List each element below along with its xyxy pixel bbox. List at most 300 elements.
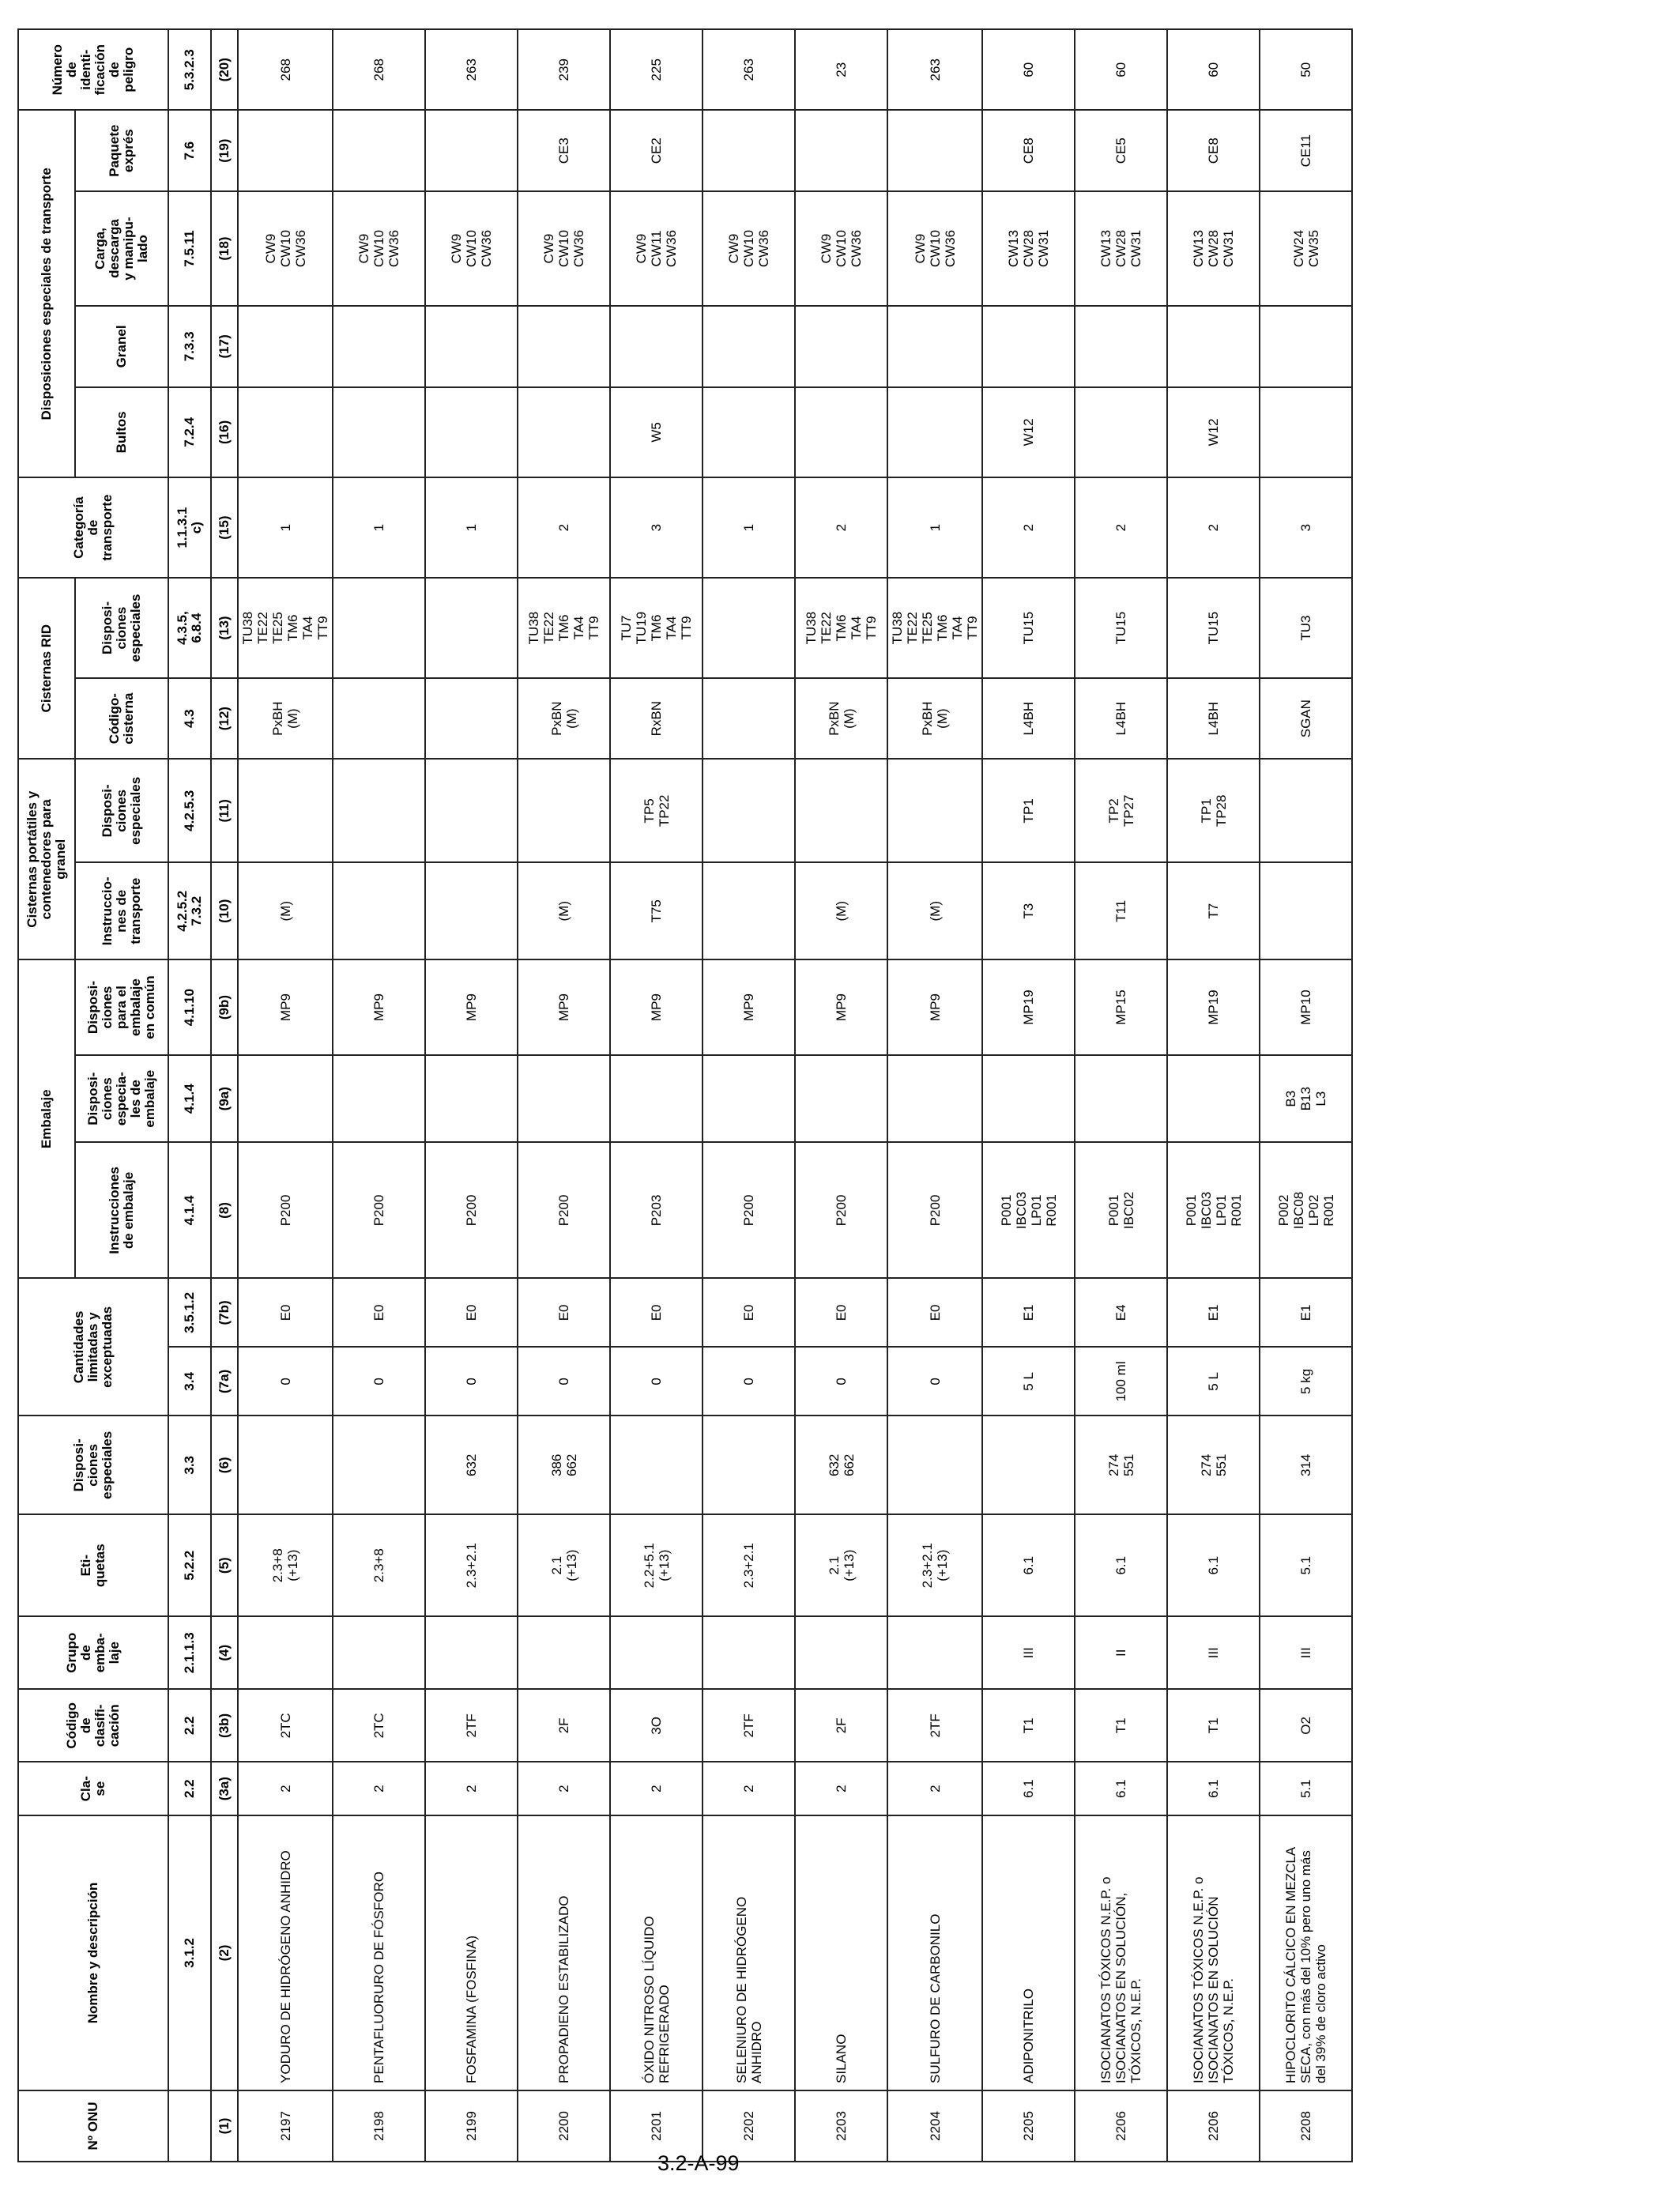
table-row-cell-22: 263 [425, 29, 518, 110]
table-row-cell-11 [238, 1055, 333, 1143]
table-row-cell-15: SGAN [1260, 678, 1352, 759]
table-row-cell-17: 1 [887, 477, 982, 578]
table-row-cell-16: TU15 [1167, 578, 1260, 678]
table-row-cell-21: CE8 [1167, 110, 1260, 190]
ref-row-cell-6: 5.2.2 [168, 1514, 211, 1616]
header-special-transport: Disposiciones especiales de transporte [18, 110, 75, 477]
table-row-cell-17: 1 [703, 477, 795, 578]
table-row-cell-19 [1075, 306, 1167, 386]
table-row-cell-8: 0 [887, 1347, 982, 1416]
colnum-row-cell-14: (11) [211, 759, 238, 862]
table-row-cell-7 [238, 1416, 333, 1514]
table-row-cell-20: CW9 CW10 CW36 [703, 191, 795, 306]
table-row-cell-16: TU38 TE22 TE25 TM6 TA4 TT9 [238, 578, 333, 678]
table-row-cell-2: ISOCIANATOS TÓXICOS N.E.P. o ISOCIANATOS EN SOLUCIÓN, TÓXICOS, N.E.P. [1075, 1815, 1167, 2090]
table-row-cell-10: P203 [610, 1142, 703, 1278]
table-row-cell-9: E0 [887, 1278, 982, 1347]
table-row-cell-11 [1075, 1055, 1167, 1143]
table-row-cell-8: 0 [238, 1347, 333, 1416]
table-row-cell-12: MP9 [238, 959, 333, 1055]
table-row-cell-7 [610, 1416, 703, 1514]
table-row-cell-13: (M) [238, 862, 333, 959]
colnum-row [211, 29, 238, 2162]
table-row [795, 29, 887, 2162]
table-row-cell-22: 60 [1167, 29, 1260, 110]
table-row-cell-22: 263 [703, 29, 795, 110]
table-row-cell-18 [1075, 387, 1167, 478]
table-row-cell-16: TU15 [982, 578, 1075, 678]
colnum-row-cell-4: (3b) [211, 1689, 238, 1762]
header-bulk: Granel [75, 306, 168, 386]
table-row-cell-10: P001 IBC03 LP01 R001 [1167, 1142, 1260, 1278]
dangerous-goods-table [17, 28, 1353, 2162]
table-row-cell-20: CW9 CW10 CW36 [887, 191, 982, 306]
table-row-cell-12: MP9 [703, 959, 795, 1055]
table-row-cell-1: 2199 [425, 2090, 518, 2162]
table-row-cell-1: 2200 [518, 2090, 610, 2162]
table-row-cell-9: E0 [518, 1278, 610, 1347]
table-row-cell-15: L4BH [1075, 678, 1167, 759]
table-row-cell-13 [703, 862, 795, 959]
ref-row-cell-2: 3.1.2 [168, 1815, 211, 2090]
header-loading: Carga, descarga y manipu- lado [75, 191, 168, 306]
table-row-cell-1: 2205 [982, 2090, 1075, 2162]
table-row [425, 29, 518, 2162]
page-number: 3.2-A-99 [657, 2151, 740, 2175]
header-un-no: Nº ONU [18, 2090, 168, 2162]
table-row-cell-11 [610, 1055, 703, 1143]
table-row-cell-12: MP10 [1260, 959, 1352, 1055]
table-row-cell-9: E4 [1075, 1278, 1167, 1347]
table-row-cell-9: E0 [703, 1278, 795, 1347]
table-row-cell-22: 60 [1075, 29, 1167, 110]
table-row-cell-16: TU38 TE22 TM6 TA4 TT9 [518, 578, 610, 678]
table-row-cell-12: MP9 [333, 959, 425, 1055]
table-row [887, 29, 982, 2162]
table-row-cell-5 [887, 1616, 982, 1689]
table-row-cell-11: B3 B13 L3 [1260, 1055, 1352, 1143]
colnum-row-cell-7: (6) [211, 1416, 238, 1514]
table-row-cell-18 [425, 387, 518, 478]
table-row-cell-16: TU38 TE22 TM6 TA4 TT9 [795, 578, 887, 678]
table-row-cell-22: 263 [887, 29, 982, 110]
table-row-cell-9: E1 [982, 1278, 1075, 1347]
table-row-cell-17: 2 [982, 477, 1075, 578]
colnum-row-cell-11: (9a) [211, 1055, 238, 1143]
table-row-cell-13: T7 [1167, 862, 1260, 959]
table-row-cell-6: 2.3+2.1 (+13) [887, 1514, 982, 1616]
table-row-cell-5: III [982, 1616, 1075, 1689]
table-row-cell-8: 5 kg [1260, 1347, 1352, 1416]
ref-row-cell-21: 7.6 [168, 110, 211, 190]
header-packages: Bultos [75, 387, 168, 478]
ref-row-cell-13: 4.2.5.2 7.3.2 [168, 862, 211, 959]
table-row-cell-15 [425, 678, 518, 759]
table-row [1260, 29, 1352, 2162]
ref-row-cell-8: 3.4 [168, 1347, 211, 1416]
header-transport-category: Categoría de transporte [18, 477, 168, 578]
header-limited-excepted: Cantidades limitadas y exceptuadas [18, 1278, 168, 1416]
table-row-cell-12: MP9 [425, 959, 518, 1055]
table-row-cell-3: 5.1 [1260, 1762, 1352, 1815]
table-row-cell-8: 0 [703, 1347, 795, 1416]
table-row-cell-19 [238, 306, 333, 386]
table-row-cell-12: MP19 [982, 959, 1075, 1055]
ref-row-cell-20: 7.5.11 [168, 191, 211, 306]
table-row-cell-12: MP9 [795, 959, 887, 1055]
table-row-cell-6: 6.1 [1075, 1514, 1167, 1616]
table-row-cell-1: 2198 [333, 2090, 425, 2162]
table-row-cell-18 [795, 387, 887, 478]
ref-row-cell-4: 2.2 [168, 1689, 211, 1762]
table-row-cell-4: T1 [1167, 1689, 1260, 1762]
table-row-cell-17: 2 [795, 477, 887, 578]
table-row-cell-21 [703, 110, 795, 190]
table-row-cell-13: (M) [795, 862, 887, 959]
table-row [1075, 29, 1167, 2162]
table-row [518, 29, 610, 2162]
table-row-cell-22: 60 [982, 29, 1075, 110]
table-row-cell-18: W12 [1167, 387, 1260, 478]
table-row-cell-1: 2203 [795, 2090, 887, 2162]
table-row-cell-17: 2 [1075, 477, 1167, 578]
table-row-cell-14 [703, 759, 795, 862]
table-row-cell-7 [703, 1416, 795, 1514]
table-row-cell-22: 23 [795, 29, 887, 110]
table-row-cell-18 [238, 387, 333, 478]
table-row-cell-14 [518, 759, 610, 862]
table-row-cell-17: 3 [610, 477, 703, 578]
table-row-cell-19 [1260, 306, 1352, 386]
table-row-cell-9: E0 [610, 1278, 703, 1347]
ref-row-cell-1 [168, 2090, 211, 2162]
table-row-cell-11 [425, 1055, 518, 1143]
table-row-cell-17: 1 [238, 477, 333, 578]
table-row-cell-5 [425, 1616, 518, 1689]
table-row-cell-6: 6.1 [1167, 1514, 1260, 1616]
table-row-cell-19 [887, 306, 982, 386]
table-row-cell-14 [238, 759, 333, 862]
colnum-row-cell-6: (5) [211, 1514, 238, 1616]
table-row-cell-15: L4BH [982, 678, 1075, 759]
colnum-row-cell-3: (3a) [211, 1762, 238, 1815]
table-row-cell-15: PxBH (M) [238, 678, 333, 759]
table-row-cell-6: 2.2+5.1 (+13) [610, 1514, 703, 1616]
table-row-cell-7: 632 [425, 1416, 518, 1514]
table-row [703, 29, 795, 2162]
table-row-cell-12: MP15 [1075, 959, 1167, 1055]
table-row-cell-10: P200 [425, 1142, 518, 1278]
table-row-cell-20: CW13 CW28 CW31 [1167, 191, 1260, 306]
ref-row-cell-12: 4.1.10 [168, 959, 211, 1055]
table-row-cell-12: MP9 [887, 959, 982, 1055]
table-row-cell-2: PROPADIENO ESTABILIZADO [518, 1815, 610, 2090]
table-row [610, 29, 703, 2162]
table-row-cell-19 [1167, 306, 1260, 386]
ref-row-cell-5: 2.1.1.3 [168, 1616, 211, 1689]
ref-row-cell-10: 4.1.4 [168, 1142, 211, 1278]
table-row-cell-14 [887, 759, 982, 862]
colnum-row-cell-2: (2) [211, 1815, 238, 2090]
table-row-cell-18 [518, 387, 610, 478]
table-row-cell-22: 239 [518, 29, 610, 110]
table-row-cell-20: CW13 CW28 CW31 [1075, 191, 1167, 306]
table-row-cell-18 [1260, 387, 1352, 478]
table-row-cell-10: P200 [333, 1142, 425, 1278]
table-row-cell-4: 2TC [333, 1689, 425, 1762]
colnum-row-cell-1: (1) [211, 2090, 238, 2162]
table-row-cell-13 [333, 862, 425, 959]
colnum-row-cell-8: (7a) [211, 1347, 238, 1416]
table-row-cell-12: MP19 [1167, 959, 1260, 1055]
ref-row-cell-7: 3.3 [168, 1416, 211, 1514]
table-row-cell-7: 386 662 [518, 1416, 610, 1514]
header-tank-special: Disposi- ciones especiales [75, 578, 168, 678]
table-row-cell-6: 2.3+2.1 [703, 1514, 795, 1616]
table-row [238, 29, 333, 2162]
table-row-cell-11 [518, 1055, 610, 1143]
table-row-cell-21 [425, 110, 518, 190]
ref-row-cell-3: 2.2 [168, 1762, 211, 1815]
colnum-row-cell-13: (10) [211, 862, 238, 959]
header-rid-tanks: Cisternas RID [18, 578, 75, 759]
table-row-cell-9: E1 [1260, 1278, 1352, 1347]
table-row-cell-2: ISOCIANATOS TÓXICOS N.E.P. o ISOCIANATOS EN SOLUCIÓN TÓXICOS, N.E.P. [1167, 1815, 1260, 2090]
table-row-cell-13 [1260, 862, 1352, 959]
colnum-row-cell-21: (19) [211, 110, 238, 190]
table-row-cell-21 [238, 110, 333, 190]
table-row-cell-8: 0 [610, 1347, 703, 1416]
table-row [982, 29, 1075, 2162]
header-express: Paquete exprés [75, 110, 168, 190]
table-row-cell-10: P200 [238, 1142, 333, 1278]
table-row-cell-13: (M) [887, 862, 982, 959]
header-packaging: Embalaje [18, 959, 75, 1278]
table-row-cell-19 [795, 306, 887, 386]
table-row-cell-21 [795, 110, 887, 190]
table-row-cell-22: 225 [610, 29, 703, 110]
table-row-cell-3: 2 [795, 1762, 887, 1815]
header-packing-group: Grupo de emba- laje [18, 1616, 168, 1689]
table-row-cell-1: 2204 [887, 2090, 982, 2162]
table-row-cell-8: 0 [425, 1347, 518, 1416]
table-row-cell-2: HIPOCLORITO CÁLCICO EN MEZCLA SECA, con más del 10% pero uno más del 39% de cloro activo [1260, 1815, 1352, 2090]
table-row [333, 29, 425, 2162]
table-row-cell-19 [610, 306, 703, 386]
header-mixed-packing: Disposi- ciones para el embalaje en común [75, 959, 168, 1055]
table-row-cell-19 [333, 306, 425, 386]
table-row-cell-4: 2TF [887, 1689, 982, 1762]
table-row-cell-5 [703, 1616, 795, 1689]
table-row-cell-22: 50 [1260, 29, 1352, 110]
table-row-cell-21: CE11 [1260, 110, 1352, 190]
colnum-row-cell-17: (15) [211, 477, 238, 578]
table-row-cell-4: T1 [1075, 1689, 1167, 1762]
table-row-cell-20: CW9 CW11 CW36 [610, 191, 703, 306]
table-row-cell-14 [1260, 759, 1352, 862]
table-row-cell-15 [333, 678, 425, 759]
table-row-cell-19 [425, 306, 518, 386]
table-row-cell-8: 5 L [1167, 1347, 1260, 1416]
table-row-cell-3: 2 [610, 1762, 703, 1815]
table-row-cell-15: PxBN (M) [795, 678, 887, 759]
table-row-cell-16: TU7 TU19 TM6 TA4 TT9 [610, 578, 703, 678]
table-row-cell-18: W5 [610, 387, 703, 478]
table-row-cell-17: 2 [518, 477, 610, 578]
table-row-cell-1: 2206 [1167, 2090, 1260, 2162]
header-packing-instructions: Instrucciones de embalaje [75, 1142, 168, 1278]
table-row-cell-6: 2.1 (+13) [795, 1514, 887, 1616]
table-row-cell-11 [703, 1055, 795, 1143]
table-row-cell-16: TU15 [1075, 578, 1167, 678]
table-row-cell-13: T11 [1075, 862, 1167, 959]
table-row-cell-10: P200 [795, 1142, 887, 1278]
table-row-cell-3: 6.1 [1075, 1762, 1167, 1815]
table-row-cell-15: PxBH (M) [887, 678, 982, 759]
header-special-packing: Disposi- ciones especia- les de embalaje [75, 1055, 168, 1143]
ref-row-cell-14: 4.2.5.3 [168, 759, 211, 862]
table-row-cell-19 [703, 306, 795, 386]
ref-row [168, 29, 211, 2162]
table-row-cell-10: P002 IBC08 LP02 R001 [1260, 1142, 1352, 1278]
colnum-row-cell-16: (13) [211, 578, 238, 678]
ref-row-cell-11: 4.1.4 [168, 1055, 211, 1143]
table-row-cell-5 [518, 1616, 610, 1689]
header-row-group [18, 29, 75, 2162]
table-row-cell-6: 2.3+8 [333, 1514, 425, 1616]
table-row-cell-8: 0 [518, 1347, 610, 1416]
table-row-cell-16: TU38 TE22 TE25 TM6 TA4 TT9 [887, 578, 982, 678]
table-row-cell-8: 0 [333, 1347, 425, 1416]
table-row-cell-14: TP5 TP22 [610, 759, 703, 862]
table-row-cell-1: 2208 [1260, 2090, 1352, 2162]
table-row-cell-5 [238, 1616, 333, 1689]
ref-row-cell-16: 4.3.5, 6.8.4 [168, 578, 211, 678]
table-row-cell-6: 2.3+2.1 [425, 1514, 518, 1616]
table-row-cell-7 [887, 1416, 982, 1514]
table-row-cell-9: E1 [1167, 1278, 1260, 1347]
colnum-row-cell-19: (17) [211, 306, 238, 386]
table-row-cell-15 [703, 678, 795, 759]
table-row-cell-14: TP2 TP27 [1075, 759, 1167, 862]
ref-row-cell-15: 4.3 [168, 678, 211, 759]
table-row-cell-21: CE2 [610, 110, 703, 190]
table-row-cell-3: 2 [887, 1762, 982, 1815]
table-row-cell-10: P200 [887, 1142, 982, 1278]
table-row-cell-5 [795, 1616, 887, 1689]
table-row-cell-9: E0 [795, 1278, 887, 1347]
table-row-cell-16 [333, 578, 425, 678]
table-row-cell-2: PENTAFLUORURO DE FÓSFORO [333, 1815, 425, 2090]
table-row-cell-17: 1 [333, 477, 425, 578]
table-row-cell-4: T1 [982, 1689, 1075, 1762]
colnum-row-cell-15: (12) [211, 678, 238, 759]
header-name: Nombre y descripción [18, 1815, 168, 2090]
ref-row-cell-19: 7.3.3 [168, 306, 211, 386]
table-row-cell-17: 1 [425, 477, 518, 578]
table-row-cell-3: 2 [333, 1762, 425, 1815]
table-row-cell-8: 0 [795, 1347, 887, 1416]
table-row-cell-11 [982, 1055, 1075, 1143]
table-row-cell-8: 100 ml [1075, 1347, 1167, 1416]
table-row-cell-14 [425, 759, 518, 862]
table-row-cell-9: E0 [333, 1278, 425, 1347]
table-row-cell-18 [887, 387, 982, 478]
table-row-cell-4: O2 [1260, 1689, 1352, 1762]
table-row-cell-20: CW9 CW10 CW36 [238, 191, 333, 306]
table-row-cell-11 [887, 1055, 982, 1143]
table-row-cell-5: III [1167, 1616, 1260, 1689]
header-labels: Eti- quetas [18, 1514, 168, 1616]
header-special-provisions: Disposi- ciones especiales [18, 1416, 168, 1514]
table-row-cell-13: (M) [518, 862, 610, 959]
colnum-row-cell-5: (4) [211, 1616, 238, 1689]
table-row-cell-11 [795, 1055, 887, 1143]
table-row-cell-5: II [1075, 1616, 1167, 1689]
header-portable-tanks: Cisternas portátiles y contenedores para granel [18, 759, 75, 959]
colnum-row-cell-18: (16) [211, 387, 238, 478]
table-row-cell-20: CW9 CW10 CW36 [425, 191, 518, 306]
table-row-cell-4: 2TC [238, 1689, 333, 1762]
table-row-cell-12: MP9 [518, 959, 610, 1055]
header-hazard-id: Número de identi- ficación de peligro [18, 29, 168, 110]
table-row-cell-7: 274 551 [1167, 1416, 1260, 1514]
table-row-cell-4: 2F [795, 1689, 887, 1762]
table-row-cell-14: TP1 [982, 759, 1075, 862]
table-row-cell-20: CW13 CW28 CW31 [982, 191, 1075, 306]
table-row-cell-5 [333, 1616, 425, 1689]
table-row-cell-2: YODURO DE HIDRÓGENO ANHIDRO [238, 1815, 333, 2090]
colnum-row-cell-10: (8) [211, 1142, 238, 1278]
table-row-cell-13: T75 [610, 862, 703, 959]
table-row-cell-1: 2201 [610, 2090, 703, 2162]
table-row-cell-21: CE3 [518, 110, 610, 190]
table-row-cell-10: P001 IBC03 LP01 R001 [982, 1142, 1075, 1278]
table-row-cell-1: 2206 [1075, 2090, 1167, 2162]
header-classification-code: Código de clasifi- cación [18, 1689, 168, 1762]
ref-row-cell-18: 7.2.4 [168, 387, 211, 478]
table-row-cell-4: 3O [610, 1689, 703, 1762]
table-row-cell-21: CE8 [982, 110, 1075, 190]
header-portable-special: Disposi- ciones especiales [75, 759, 168, 862]
table-row-cell-6: 5.1 [1260, 1514, 1352, 1616]
table-row-cell-7: 632 662 [795, 1416, 887, 1514]
table-row-cell-10: P200 [703, 1142, 795, 1278]
table-row-cell-1: 2197 [238, 2090, 333, 2162]
table-row-cell-10: P200 [518, 1142, 610, 1278]
colnum-row-cell-22: (20) [211, 29, 238, 110]
table-row-cell-11 [1167, 1055, 1260, 1143]
table-row-cell-2: SELENIURO DE HIDRÓGENO ANHIDRO [703, 1815, 795, 2090]
table-row-cell-15: L4BH [1167, 678, 1260, 759]
table-row-cell-16: TU3 [1260, 578, 1352, 678]
table-row-cell-2: FOSFAMINA (FOSFINA) [425, 1815, 518, 2090]
table-row-cell-18: W12 [982, 387, 1075, 478]
table-row-cell-22: 268 [238, 29, 333, 110]
table-row-cell-7: 274 551 [1075, 1416, 1167, 1514]
table-row-cell-3: 2 [238, 1762, 333, 1815]
ref-row-cell-22: 5.3.2.3 [168, 29, 211, 110]
table-row-cell-4: 2TF [425, 1689, 518, 1762]
table-row-cell-9: E0 [425, 1278, 518, 1347]
colnum-row-cell-9: (7b) [211, 1278, 238, 1347]
ref-row-cell-9: 3.5.1.2 [168, 1278, 211, 1347]
table-row-cell-3: 6.1 [1167, 1762, 1260, 1815]
table-row-cell-3: 2 [703, 1762, 795, 1815]
table-row-cell-16 [425, 578, 518, 678]
table-row-cell-6: 2.1 (+13) [518, 1514, 610, 1616]
table-row-cell-4: 2TF [703, 1689, 795, 1762]
